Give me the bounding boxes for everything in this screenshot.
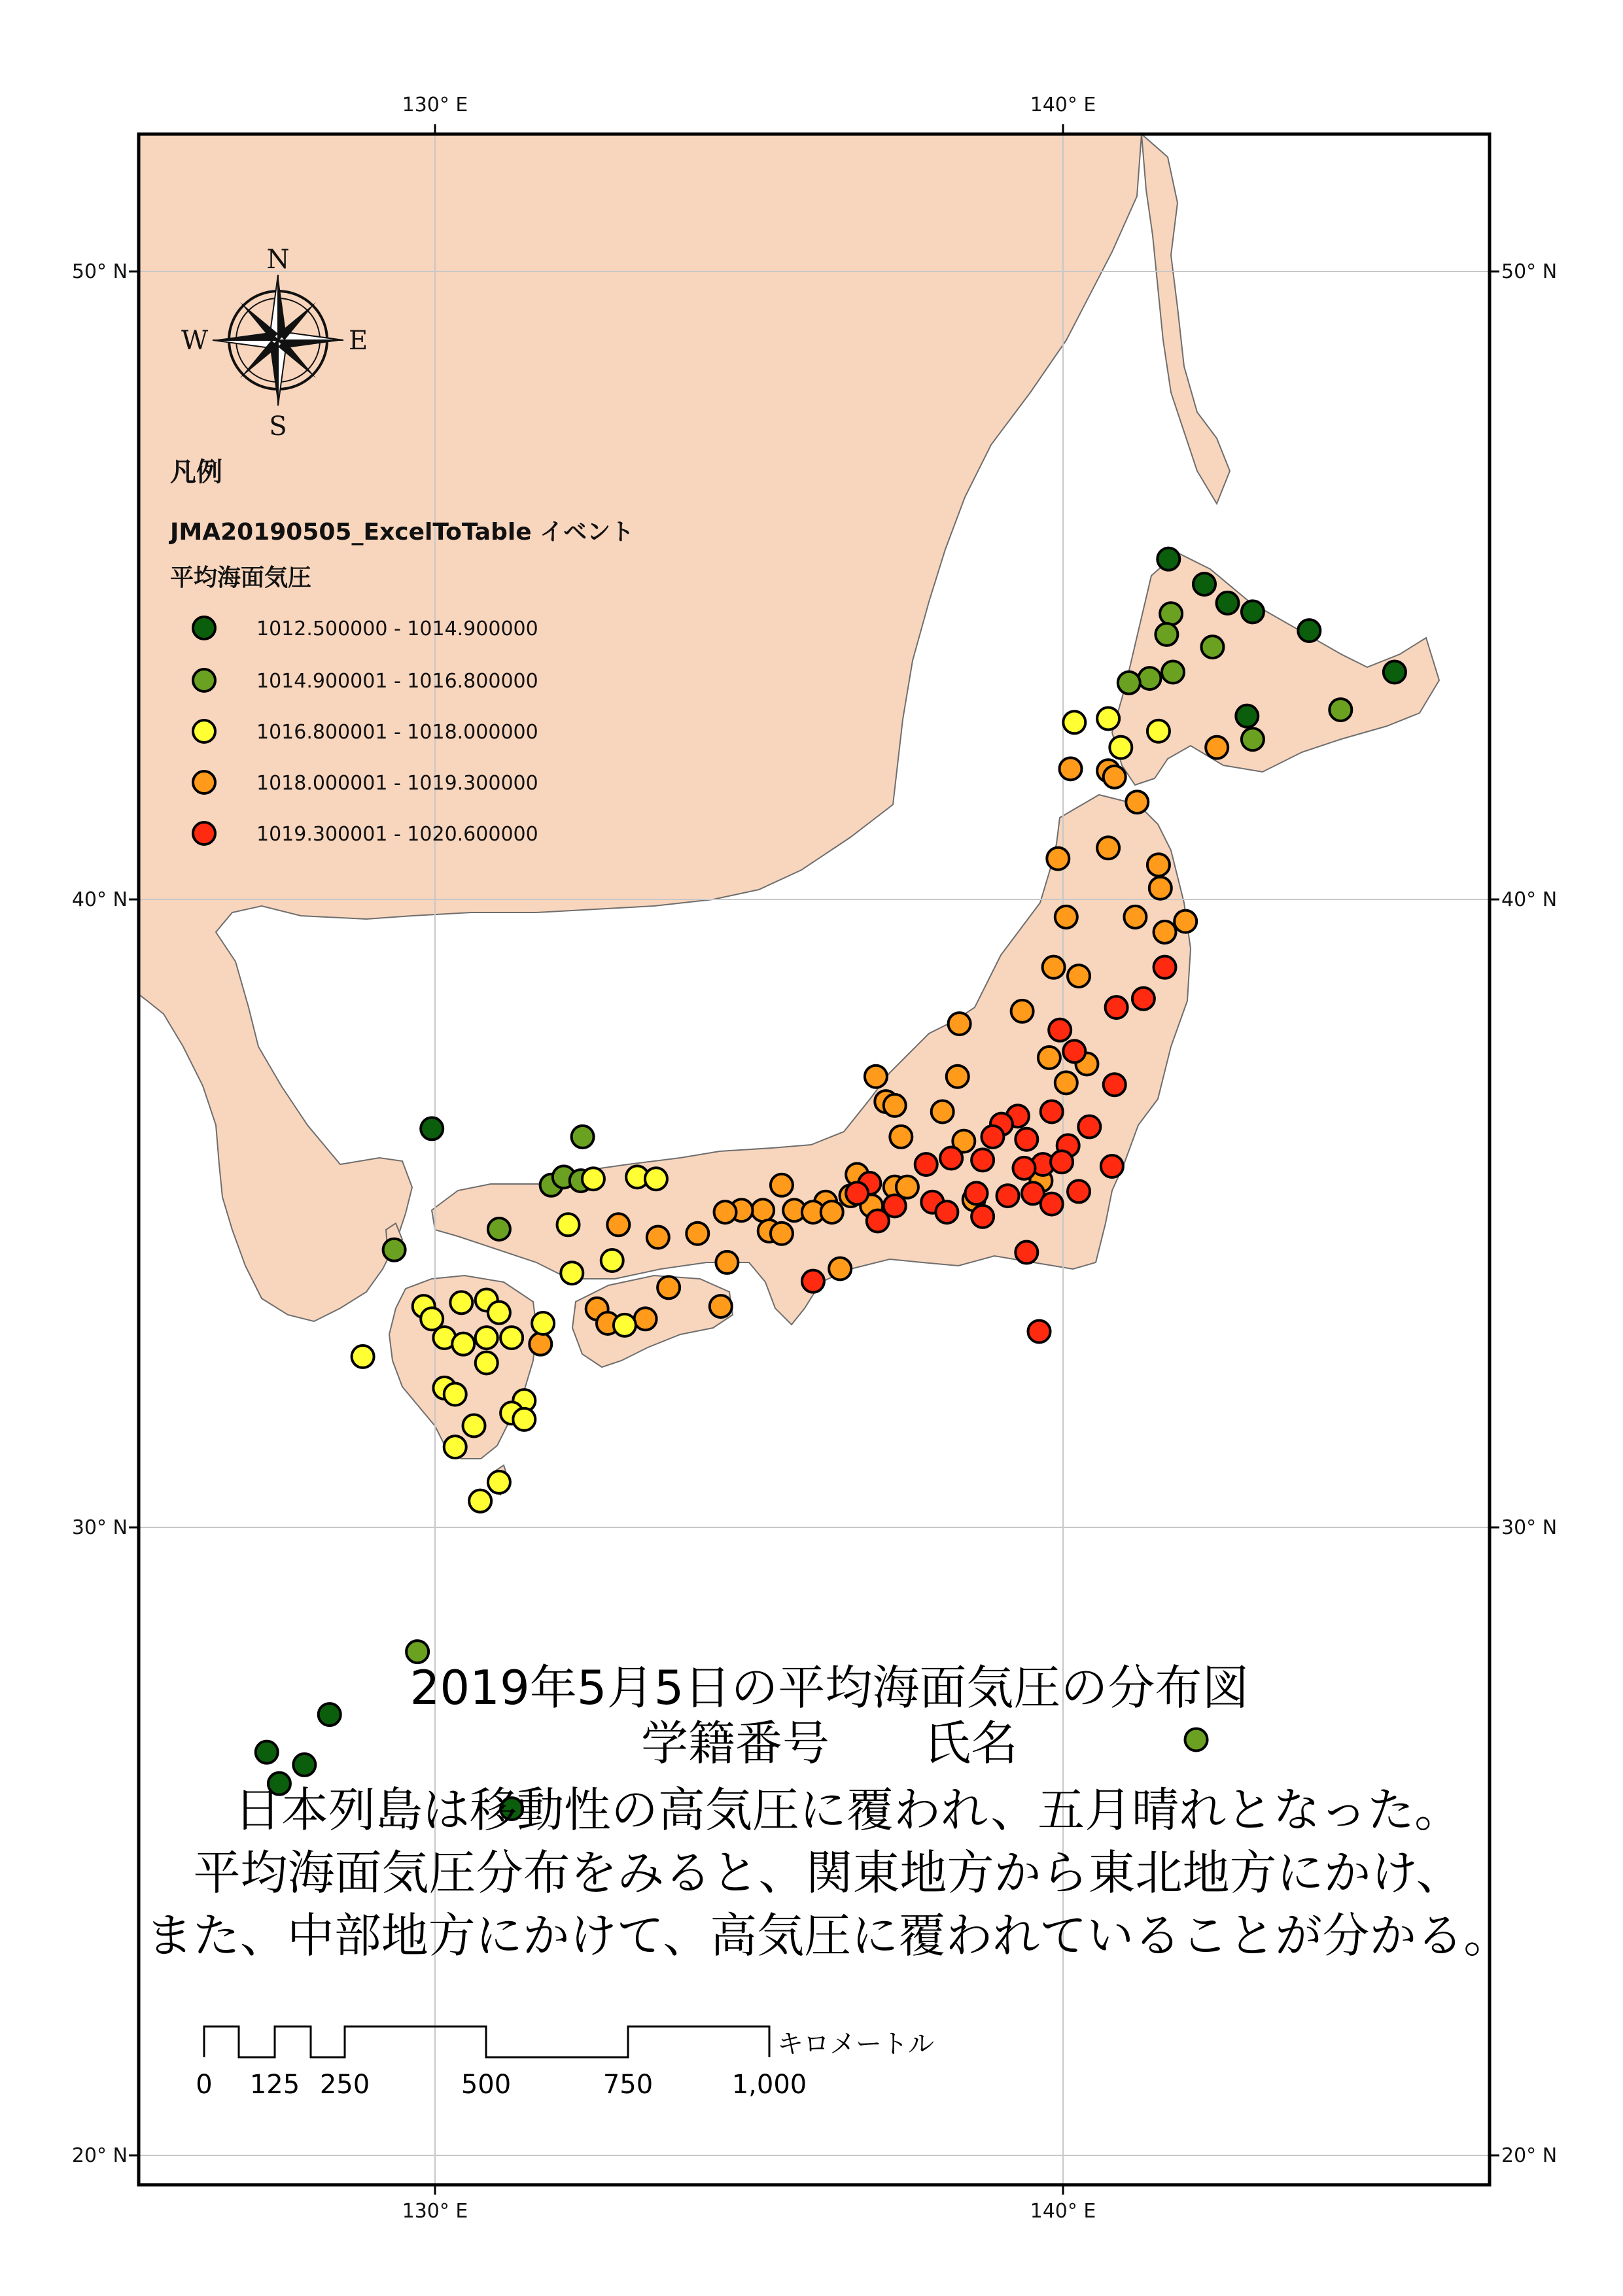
station-point[interactable] — [582, 1168, 604, 1190]
lat-label-right-40: 40° N — [1501, 888, 1558, 911]
station-point[interactable] — [1147, 854, 1170, 876]
station-point[interactable] — [1298, 619, 1320, 642]
station-point[interactable] — [940, 1147, 962, 1170]
legend-class-label-3: 1016.800001 - 1018.000000 — [256, 721, 538, 744]
station-point[interactable] — [557, 1213, 580, 1236]
station-point[interactable] — [1109, 737, 1132, 759]
station-point[interactable] — [966, 1182, 988, 1204]
station-point[interactable] — [476, 1327, 498, 1349]
station-point[interactable] — [1329, 699, 1352, 721]
station-point[interactable] — [1068, 1180, 1090, 1202]
station-point[interactable] — [1104, 766, 1126, 788]
lat-label-left-30: 30° N — [71, 1516, 128, 1539]
station-point[interactable] — [1043, 956, 1065, 979]
station-point[interactable] — [1162, 661, 1184, 683]
station-point[interactable] — [1154, 921, 1176, 943]
station-point[interactable] — [500, 1327, 523, 1349]
station-point[interactable] — [1063, 711, 1085, 733]
legend-layer-name: JMA20190505_ExcelToTable イベント — [170, 519, 635, 546]
station-point[interactable] — [1193, 573, 1215, 595]
map-title: 2019年5月5日の平均海面気圧の分布図 — [410, 1660, 1249, 1715]
legend-class-label-4: 1018.000001 - 1019.300000 — [256, 772, 538, 795]
station-point[interactable] — [1028, 1320, 1051, 1342]
station-point[interactable] — [1124, 906, 1146, 928]
station-point[interactable] — [884, 1094, 906, 1117]
station-point[interactable] — [256, 1741, 278, 1764]
station-point[interactable] — [1149, 877, 1172, 899]
station-point[interactable] — [1154, 956, 1176, 979]
station-point[interactable] — [529, 1333, 551, 1355]
description-line-1: 日本列島は移動性の高気圧に覆われ、五月晴れとなった。 — [234, 1783, 1462, 1837]
station-point[interactable] — [846, 1182, 868, 1204]
lat-label-left-40: 40° N — [71, 888, 128, 911]
station-point[interactable] — [469, 1490, 491, 1512]
station-point[interactable] — [1132, 988, 1155, 1010]
scale-tick-500: 500 — [461, 2070, 512, 2100]
station-point[interactable] — [1015, 1128, 1038, 1151]
legend-swatch-2 — [193, 669, 215, 691]
station-point[interactable] — [1063, 1040, 1085, 1062]
station-point[interactable] — [1013, 1157, 1035, 1179]
station-point[interactable] — [1157, 548, 1179, 570]
station-point[interactable] — [1015, 1242, 1038, 1264]
station-point[interactable] — [867, 1210, 889, 1232]
station-point[interactable] — [1201, 636, 1223, 658]
legend-field-name: 平均海面気圧 — [170, 565, 312, 591]
station-point[interactable] — [932, 1100, 954, 1122]
station-point[interactable] — [476, 1351, 498, 1374]
station-point[interactable] — [647, 1226, 669, 1248]
lat-label-left-20: 20° N — [71, 2144, 128, 2167]
station-point[interactable] — [293, 1754, 315, 1776]
station-point[interactable] — [1147, 720, 1170, 742]
station-point[interactable] — [981, 1126, 1003, 1148]
station-point[interactable] — [971, 1149, 994, 1171]
station-point[interactable] — [657, 1276, 680, 1298]
station-point[interactable] — [1155, 623, 1178, 646]
station-point[interactable] — [1104, 1073, 1126, 1096]
station-point[interactable] — [1047, 848, 1069, 870]
scale-tick-0: 0 — [196, 2070, 213, 2100]
station-point[interactable] — [829, 1257, 851, 1279]
station-point[interactable] — [821, 1201, 843, 1223]
compass-s-label: S — [269, 411, 287, 442]
lon-label-bottom-140: 140° E — [1030, 2200, 1096, 2223]
lat-label-right-30: 30° N — [1501, 1516, 1558, 1539]
legend-swatch-5 — [193, 822, 215, 844]
lat-label-right-50: 50° N — [1501, 260, 1558, 283]
station-point[interactable] — [1078, 1116, 1100, 1138]
scale-tick-750: 750 — [602, 2070, 654, 2100]
station-point[interactable] — [383, 1239, 406, 1261]
station-point[interactable] — [1242, 600, 1264, 623]
scale-unit-label: キロメートル — [777, 2029, 934, 2059]
station-point[interactable] — [421, 1117, 443, 1139]
station-point[interactable] — [444, 1383, 466, 1405]
station-point[interactable] — [1174, 911, 1196, 933]
station-point[interactable] — [1160, 602, 1182, 625]
station-point[interactable] — [488, 1471, 510, 1493]
compass-e-label: E — [349, 326, 368, 356]
station-point[interactable] — [1038, 1047, 1060, 1069]
station-point[interactable] — [1041, 1100, 1063, 1122]
station-point[interactable] — [1206, 737, 1228, 759]
station-point[interactable] — [1126, 791, 1148, 813]
legend-swatch-1 — [193, 617, 215, 639]
station-point[interactable] — [971, 1206, 994, 1228]
legend-title: 凡例 — [170, 457, 222, 487]
station-point[interactable] — [997, 1185, 1019, 1207]
lon-label-top-140: 140° E — [1030, 94, 1096, 116]
station-point[interactable] — [716, 1251, 738, 1274]
station-point[interactable] — [1106, 996, 1128, 1018]
station-point[interactable] — [1384, 661, 1406, 683]
station-point[interactable] — [1055, 1071, 1077, 1094]
station-point[interactable] — [1185, 1728, 1208, 1750]
station-point[interactable] — [1060, 757, 1082, 780]
station-point[interactable] — [607, 1213, 629, 1236]
station-point[interactable] — [532, 1312, 554, 1334]
station-point[interactable] — [1236, 705, 1258, 727]
station-point[interactable] — [949, 1013, 971, 1035]
station-point[interactable] — [771, 1223, 793, 1245]
lat-label-left-50: 50° N — [71, 260, 128, 283]
station-point[interactable] — [947, 1066, 969, 1088]
station-point[interactable] — [406, 1641, 428, 1663]
station-point[interactable] — [1097, 708, 1119, 730]
lon-label-bottom-130: 130° E — [402, 2200, 468, 2223]
compass-n-label: N — [266, 245, 290, 275]
station-point[interactable] — [890, 1126, 912, 1148]
station-point[interactable] — [444, 1436, 466, 1458]
station-point[interactable] — [1049, 1019, 1071, 1041]
legend-swatch-3 — [193, 720, 215, 742]
station-point[interactable] — [645, 1168, 667, 1190]
station-point[interactable] — [802, 1270, 824, 1293]
station-point[interactable] — [686, 1223, 708, 1245]
station-point[interactable] — [1068, 965, 1090, 987]
station-point[interactable] — [714, 1201, 737, 1223]
station-point[interactable] — [601, 1249, 623, 1272]
description-line-3: また、中部地方にかけて、高気圧に覆われていることが分かる。 — [145, 1908, 1511, 1963]
station-point[interactable] — [1101, 1155, 1123, 1177]
station-point[interactable] — [463, 1414, 485, 1436]
description-line-2: 平均海面気圧分布をみると、関東地方から東北地方にかけ、 — [193, 1845, 1463, 1900]
station-point[interactable] — [513, 1408, 535, 1431]
station-point[interactable] — [1118, 672, 1140, 694]
student-id-line: 学籍番号 氏名 — [640, 1716, 1019, 1771]
station-point[interactable] — [1055, 906, 1077, 928]
station-point[interactable] — [450, 1291, 472, 1313]
station-point[interactable] — [1051, 1151, 1073, 1173]
station-point[interactable] — [635, 1308, 657, 1330]
compass-w-label: W — [181, 326, 209, 356]
scale-tick-125: 125 — [249, 2070, 300, 2100]
station-point[interactable] — [488, 1302, 510, 1324]
station-point[interactable] — [73, 1848, 96, 1870]
station-point[interactable] — [771, 1174, 793, 1196]
station-point[interactable] — [488, 1218, 510, 1240]
station-point[interactable] — [1097, 837, 1119, 859]
station-point[interactable] — [710, 1295, 732, 1317]
station-point[interactable] — [935, 1201, 958, 1223]
legend-class-label-2: 1014.900001 - 1016.800000 — [256, 670, 538, 693]
station-point[interactable] — [561, 1262, 583, 1284]
lon-label-top-130: 130° E — [402, 94, 468, 116]
station-point[interactable] — [1041, 1193, 1063, 1215]
station-point[interactable] — [1011, 1000, 1034, 1022]
station-point[interactable] — [452, 1333, 474, 1355]
station-point[interactable] — [752, 1199, 774, 1221]
station-point[interactable] — [1138, 667, 1161, 689]
legend-class-label-1: 1012.500000 - 1014.900000 — [256, 617, 538, 640]
station-point[interactable] — [1217, 592, 1239, 614]
station-point[interactable] — [572, 1126, 594, 1148]
station-point[interactable] — [1242, 728, 1264, 750]
station-point[interactable] — [915, 1153, 937, 1175]
station-point[interactable] — [352, 1346, 374, 1368]
legend-class-label-5: 1019.300001 - 1020.600000 — [256, 823, 538, 846]
station-point[interactable] — [614, 1314, 636, 1336]
station-point[interactable] — [319, 1703, 341, 1726]
station-point[interactable] — [865, 1066, 887, 1088]
lat-label-right-20: 20° N — [1501, 2144, 1558, 2167]
scale-tick-1000: 1,000 — [731, 2070, 807, 2100]
scale-tick-250: 250 — [319, 2070, 370, 2100]
legend-swatch-4 — [193, 771, 215, 793]
